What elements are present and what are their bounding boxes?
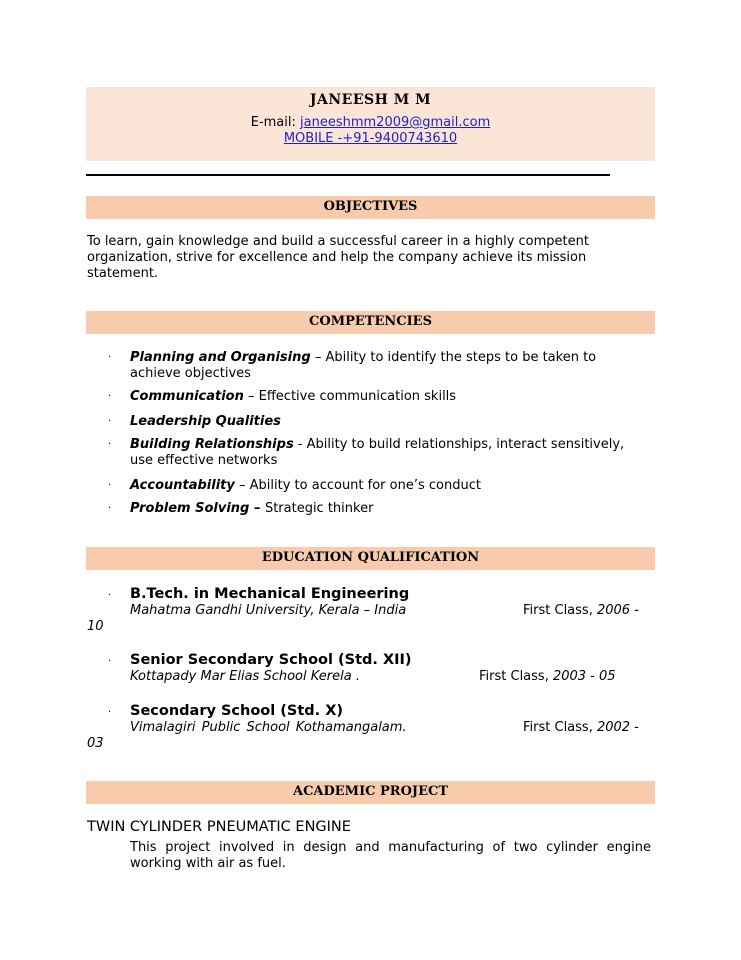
list-bullet: · [108, 352, 112, 363]
class-label: First Class, [523, 720, 597, 735]
competency-label: Problem Solving [130, 501, 250, 516]
competency-label: Planning and Organising [130, 350, 311, 365]
header-divider [86, 174, 610, 176]
education-result [479, 669, 616, 684]
school-name: Vimalagiri Public School Kothamangalam. [130, 720, 407, 735]
education-title: EDUCATION QUALIFICATION [261, 550, 480, 565]
list-bullet: · [108, 707, 112, 718]
objectives-line-1: To learn, gain knowledge and build a successful career in a highly competent [87, 234, 589, 249]
years: 2003 - 05 [552, 669, 616, 684]
competency-separator: – [234, 478, 250, 493]
years-continued: 10 [87, 619, 104, 634]
competency-description: Ability to account for one’s conduct [249, 478, 481, 493]
competency-item-continued: achieve objectives [130, 366, 251, 381]
class-label: First Class, [479, 669, 553, 684]
candidate-name: JANEESH M M [309, 92, 432, 108]
objectives-line-2: organization, strive for excellence and help the company achieve its mission [87, 250, 587, 265]
project-description-line-1: This project involved in design and manufacturing of two cylinder engine [130, 840, 651, 855]
competencies-title: COMPETENCIES [309, 314, 432, 329]
competency-description: Effective communication skills [258, 389, 457, 404]
competency-separator: – [243, 389, 259, 404]
competency-item [130, 350, 640, 366]
mobile-link[interactable]: MOBILE -+91-9400743610 [283, 131, 458, 146]
education-result [523, 603, 639, 618]
competency-item [130, 437, 640, 453]
email-label: E-mail: [250, 115, 301, 130]
objectives-line-3: statement. [87, 266, 159, 281]
competency-separator: – [310, 350, 326, 365]
list-bullet: · [108, 439, 112, 450]
competency-item [130, 389, 640, 405]
competency-label: Communication [130, 389, 244, 404]
competency-description: Ability to build relationships, interact sensitively, [306, 437, 625, 452]
competency-separator: - [293, 437, 307, 452]
project-description-line-2: working with air as fuel. [130, 856, 286, 871]
competency-item [130, 478, 640, 494]
competency-item [130, 414, 640, 430]
school-name: Kottapady Mar Elias School Kerela . [130, 669, 360, 684]
list-bullet: · [108, 503, 112, 514]
list-bullet: · [108, 416, 112, 427]
list-bullet: · [108, 590, 112, 601]
objectives-title: OBJECTIVES [323, 199, 418, 214]
competency-item-continued: use effective networks [130, 453, 278, 468]
list-bullet: · [108, 391, 112, 402]
competency-label: Building Relationships [130, 437, 294, 452]
mobile-line [86, 131, 655, 146]
years-continued: 03 [87, 736, 104, 751]
education-result [523, 720, 639, 735]
competency-separator: – [249, 501, 265, 516]
email-link[interactable]: janeeshmm2009@gmail.com [300, 115, 491, 130]
project-title: ACADEMIC PROJECT [292, 784, 449, 799]
degree-title: Senior Secondary School (Std. XII) [130, 652, 412, 668]
project-name: TWIN CYLINDER PNEUMATIC ENGINE [87, 819, 351, 835]
list-bullet: · [108, 480, 112, 491]
class-label: First Class, [523, 603, 597, 618]
competency-label: Accountability [130, 478, 235, 493]
competency-item [130, 501, 640, 517]
years: 2002 - [596, 720, 639, 735]
email-line [86, 115, 655, 130]
degree-title: Secondary School (Std. X) [130, 703, 344, 719]
school-name: Mahatma Gandhi University, Kerala – India [130, 603, 407, 618]
competency-description: Ability to identify the steps to be taken to [325, 350, 597, 365]
years: 2006 - [596, 603, 639, 618]
competency-description: Strategic thinker [264, 501, 374, 516]
competency-label: Leadership Qualities [130, 414, 281, 429]
degree-title: B.Tech. in Mechanical Engineering [130, 586, 410, 602]
list-bullet: · [108, 656, 112, 667]
